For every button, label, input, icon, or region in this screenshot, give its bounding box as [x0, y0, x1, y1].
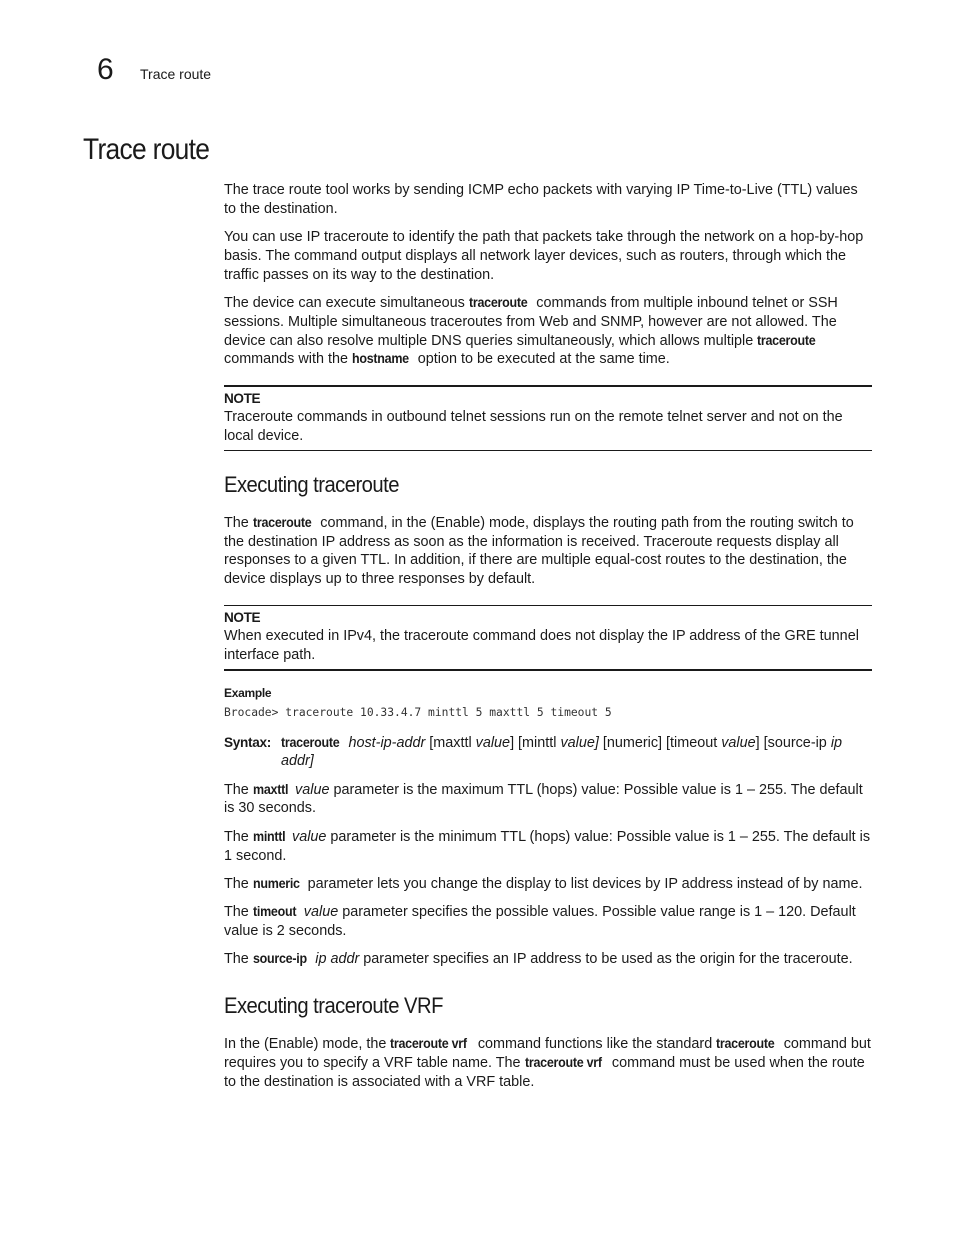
syntax-label: Syntax:	[224, 734, 272, 750]
note-label: NOTE	[224, 391, 261, 407]
note-label: NOTE	[224, 609, 261, 625]
keyword: traceroute	[757, 332, 816, 348]
section-heading-executing-traceroute: Executing traceroute	[224, 471, 399, 497]
param-timeout: The timeout value parameter specifies the possible values. Possible value range is 1 – 120. Default value is 2 seconds.	[224, 904, 856, 939]
section-paragraph: In the (Enable) mode, the traceroute vrf command functions like the standard traceroute command but requires you to specify a VRF table name. The traceroute vrf command must be used when the route to the destination is associated with a VRF table.	[224, 1036, 871, 1090]
note-text: When executed in IPv4, the traceroute command does not display the IP address of the GRE tunnel interface path.	[224, 627, 859, 663]
intro-paragraph-2: You can use IP traceroute to identify the path that packets take through the network on a hop-by-hop basis. The command output displays all network layer devices, such as routers, through which the traffic passes on its way to the destination.	[224, 229, 864, 283]
keyword: hostname	[351, 351, 409, 367]
running-title: Trace route	[140, 66, 212, 82]
main-content	[224, 181, 872, 1101]
param-minttl: The minttl value parameter is the minimum TTL (hops) value: Possible value is 1 – 255. The default is 1 second.	[224, 828, 871, 864]
section-paragraph: The traceroute command, in the (Enable) mode, displays the routing path from the routing switch to the destination IP address as soon as the information is received. Traceroute requests display all responses to a given TTL. In addition, if there are multiple equal-cost routes to the destination, the device displays up to three responses by default.	[224, 514, 854, 588]
note-box	[224, 385, 872, 451]
keyword: traceroute	[468, 294, 528, 310]
code-example: Brocade> traceroute 10.33.4.7 minttl 5 maxttl 5 timeout 5	[224, 705, 612, 719]
chapter-number: 6	[97, 53, 114, 86]
page-title: Trace route	[83, 133, 210, 166]
intro-paragraph-3: The device can execute simultaneous traceroute commands from multiple inbound telnet or SSH sessions. Multiple simultaneous traceroutes from Web and SNMP, however are not allowed. The device can also resolve multiple DNS queries simultaneously, which allows multiple traceroute commands with the hostname option to be executed at the same time.	[224, 294, 838, 368]
syntax-body: traceroute host-ip-addr [maxttl value] [minttl value] [numeric] [timeout value] [source-ip ip addr]	[281, 734, 843, 770]
section-heading-executing-traceroute-vrf: Executing traceroute VRF	[224, 993, 443, 1019]
param-maxttl: The maxttl value parameter is the maximum TTL (hops) value: Possible value is 1 – 255. The default is 30 seconds.	[224, 781, 863, 817]
intro-paragraph-1: The trace route tool works by sending ICMP echo packets with varying IP Time-to-Live (TTL) values to the destination.	[224, 182, 858, 217]
note-box	[224, 605, 872, 671]
param-source-ip: The source-ip ip addr parameter specifies an IP address to be used as the origin for the traceroute.	[224, 951, 853, 968]
example-label: Example	[224, 685, 272, 700]
param-numeric: The numeric parameter lets you change the display to list devices by IP address instead of by name.	[224, 875, 863, 892]
syntax-line	[224, 734, 872, 772]
note-text: Traceroute commands in outbound telnet sessions run on the remote telnet server and not on the local device.	[224, 409, 843, 444]
keyword: traceroute	[252, 514, 312, 530]
